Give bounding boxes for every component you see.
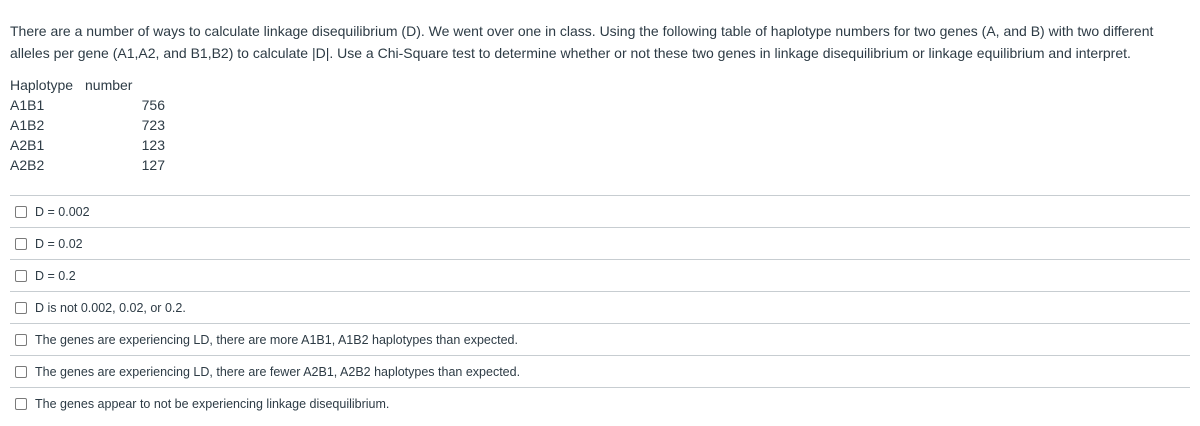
table-row (10, 95, 165, 115)
table-row (10, 115, 165, 135)
checkbox[interactable] (15, 238, 27, 250)
table-row (10, 135, 165, 155)
number-cell: 756 (141, 97, 165, 113)
checkbox[interactable] (15, 302, 27, 314)
answer-label: The genes are experiencing LD, there are fewer A2B1, A2B2 haplotypes than expected. (35, 364, 521, 379)
haplotype-cell: A2B1 (10, 137, 45, 153)
column-header-haplotype: Haplotype (10, 77, 74, 93)
checkbox[interactable] (15, 334, 27, 346)
answer-option[interactable] (10, 355, 1190, 387)
answer-label: D = 0.02 (35, 236, 83, 251)
answer-option[interactable] (10, 195, 1190, 227)
table-header-row (10, 75, 165, 95)
answer-option[interactable] (10, 323, 1190, 355)
checkbox[interactable] (15, 398, 27, 410)
answer-option[interactable] (10, 259, 1190, 291)
column-header-number: number (85, 77, 133, 93)
answer-label: The genes appear to not be experiencing linkage disequilibrium. (35, 396, 390, 411)
checkbox[interactable] (15, 206, 27, 218)
number-cell: 123 (141, 137, 165, 153)
checkbox[interactable] (15, 366, 27, 378)
answer-label: D = 0.2 (35, 268, 76, 283)
question-text: There are a number of ways to calculate linkage disequilibrium (D). We went over one in class. Using the following table of haplotype numbers for two genes (A, and B) with two different alleles per gene (A1,A2, and B1,B2) to calculate |D|. Use a Chi-Square test to determine whether or not these two genes in linkage disequilibrium or linkage equilibrium and interpret. (10, 23, 1154, 61)
answer-label: D is not 0.002, 0.02, or 0.2. (35, 300, 186, 315)
answer-option[interactable] (10, 227, 1190, 259)
haplotype-cell: A1B2 (10, 117, 45, 133)
answer-option[interactable] (10, 291, 1190, 323)
checkbox[interactable] (15, 270, 27, 282)
haplotype-table (10, 75, 165, 175)
number-cell: 723 (141, 117, 165, 133)
answer-list (10, 195, 1190, 419)
answer-label: D = 0.002 (35, 204, 90, 219)
table-row (10, 155, 165, 175)
haplotype-cell: A1B1 (10, 97, 45, 113)
answer-option[interactable] (10, 387, 1190, 419)
haplotype-cell: A2B2 (10, 157, 45, 173)
answer-label: The genes are experiencing LD, there are more A1B1, A1B2 haplotypes than expected. (35, 332, 518, 347)
number-cell: 127 (141, 157, 165, 173)
